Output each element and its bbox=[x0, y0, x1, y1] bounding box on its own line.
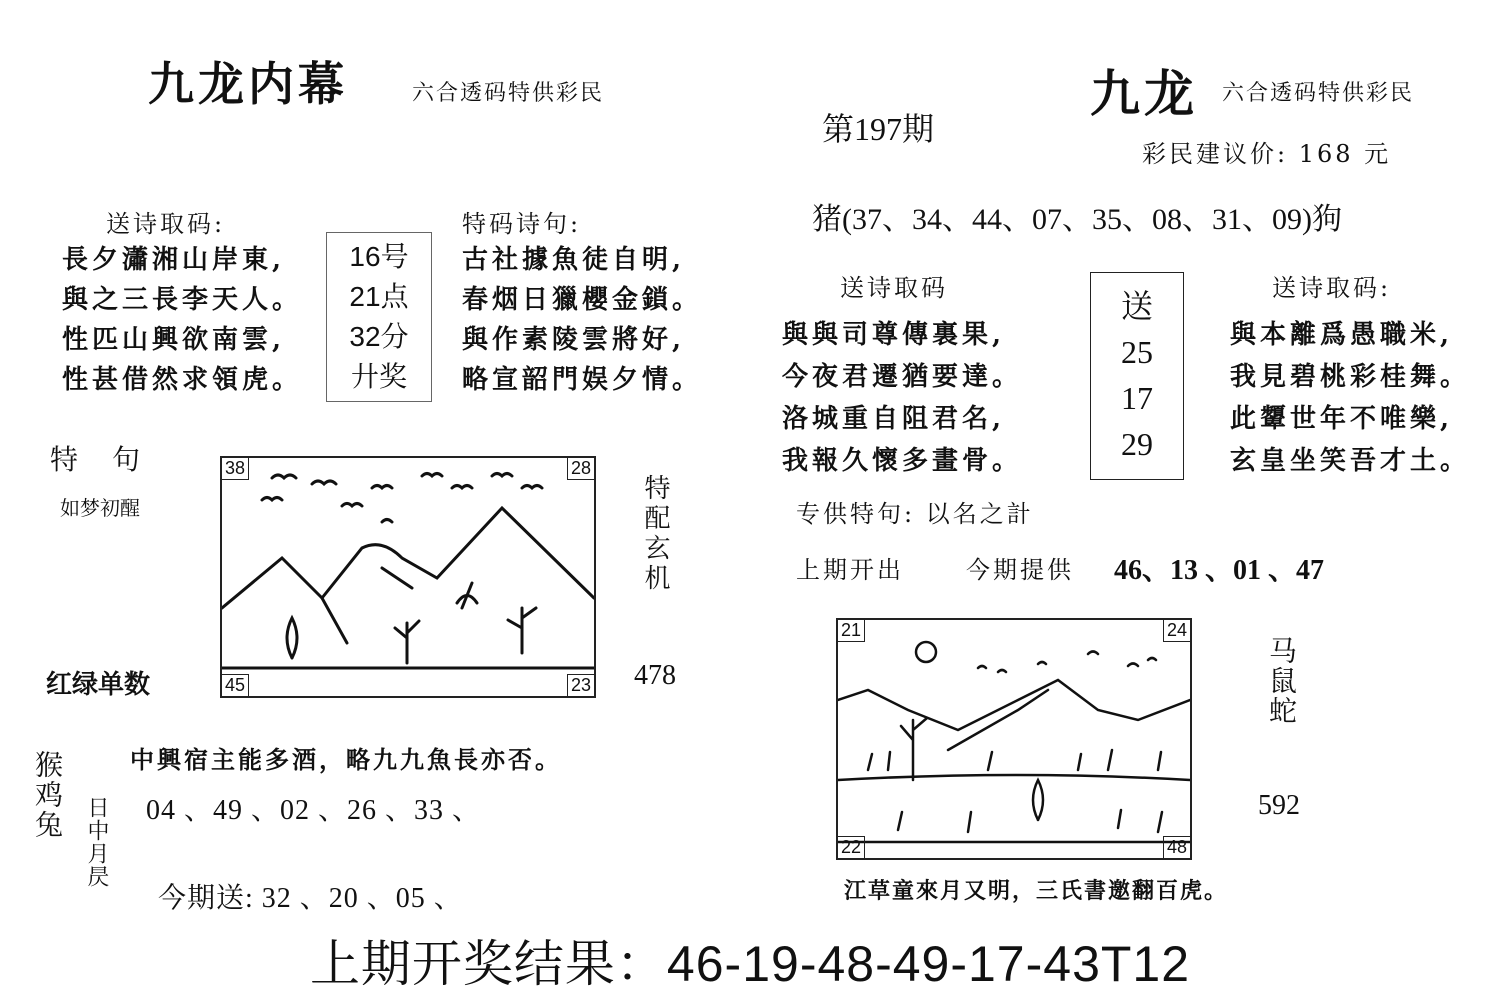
special-phrase: 专供特句: 以名之計 bbox=[796, 500, 1034, 528]
right-poem-left-line: 洛城重自阻君名, bbox=[782, 404, 1006, 434]
right-poem-heading-left: 送诗取码 bbox=[840, 274, 948, 302]
side-vertical-text: 特配玄机 bbox=[640, 474, 670, 594]
issue-number: 第197期 bbox=[822, 111, 935, 147]
price-label: 彩民建议价: 168 元 bbox=[1142, 140, 1392, 168]
te-ju-text: 如梦初醒 bbox=[60, 496, 140, 520]
right-poem-right-line: 我見碧桃彩桂舞。 bbox=[1230, 362, 1471, 392]
red-green-label: 红绿单数 bbox=[46, 670, 151, 700]
right-poem-right-line: 玄皇坐笑吾才土。 bbox=[1230, 446, 1471, 476]
left-title: 九龙内幕 bbox=[148, 57, 348, 111]
last-issue-label: 上期开出 bbox=[796, 556, 904, 584]
landscape-illustration bbox=[838, 620, 1190, 858]
right-poem-right-line: 此顰世年不唯樂, bbox=[1230, 404, 1454, 434]
number-row: 04 、49 、02 、26 、33 、 bbox=[146, 795, 482, 826]
corner-number-bottom-right: 48 bbox=[1163, 836, 1190, 858]
left-bottom-poem: 中興宿主能多酒，略九九魚長亦否。 bbox=[130, 745, 562, 774]
corner-number-bottom-left: 22 bbox=[838, 836, 865, 858]
special-poem-line: 略宣韶門娱夕情。 bbox=[462, 365, 703, 395]
code-box-item: 32分 bbox=[349, 321, 409, 352]
left-poem bbox=[62, 240, 302, 400]
right-title: 九龙 bbox=[1090, 64, 1198, 123]
right-poem-right-line: 與本離爲愚職米, bbox=[1230, 320, 1454, 350]
last-draw-result: 上期开奖结果：46-19-48-49-17-43T12 bbox=[309, 936, 1191, 992]
left-subtitle: 六合透码特供彩民 bbox=[412, 81, 605, 106]
corner-number-bottom-left: 45 bbox=[222, 674, 249, 696]
special-poem-line: 與作素陵雲將好, bbox=[462, 325, 686, 355]
corner-number-bottom-right: 23 bbox=[567, 674, 594, 696]
special-poem bbox=[462, 240, 702, 400]
left-poem-line: 性匹山興欲南雲, bbox=[62, 325, 286, 355]
this-issue-numbers: 46、13 、01 、47 bbox=[1114, 555, 1325, 586]
code-box-item: 送 bbox=[1120, 288, 1153, 324]
corner-number-top-left: 21 bbox=[838, 620, 865, 642]
special-poem-line: 古社據魚徒自明, bbox=[462, 245, 686, 275]
number-592: 592 bbox=[1258, 790, 1300, 821]
special-heading: 特码诗句: bbox=[462, 210, 582, 238]
left-poem-line: 與之三長李天人。 bbox=[62, 285, 303, 315]
code-box-item: 廾奖 bbox=[350, 361, 407, 392]
code-box-item: 29 bbox=[1121, 426, 1153, 462]
right-poem-left-line: 與與司尊傳裏果, bbox=[782, 320, 1006, 350]
te-ju-label: 特 句 bbox=[50, 443, 144, 476]
right-poem-left bbox=[782, 314, 1022, 482]
code-box-item: 25 bbox=[1121, 334, 1153, 370]
right-poem-heading-right: 送诗取码: bbox=[1272, 274, 1392, 302]
right-zodiac-vertical: 马鼠蛇 bbox=[1265, 636, 1298, 726]
right-poem-left-line: 我報久懷多畫骨。 bbox=[782, 446, 1023, 476]
right-code-box bbox=[1090, 272, 1184, 480]
right-subtitle: 六合透码特供彩民 bbox=[1222, 81, 1415, 106]
left-poem-line: 性甚借然求領虎。 bbox=[62, 365, 303, 395]
special-poem-line: 春烟日獵櫻金鎖。 bbox=[462, 285, 703, 315]
corner-number-top-right: 24 bbox=[1163, 620, 1190, 642]
left-poem-heading: 送诗取码: bbox=[106, 210, 226, 238]
code-box-item: 16号 bbox=[349, 241, 409, 272]
left-code-box bbox=[326, 232, 432, 402]
corner-number-top-left: 38 bbox=[222, 458, 249, 480]
code-box-item: 21点 bbox=[349, 281, 409, 312]
send-row: 今期送: 32 、20 、05 、 bbox=[158, 883, 463, 914]
number-478: 478 bbox=[634, 660, 676, 691]
right-picture bbox=[836, 618, 1192, 860]
code-box-item: 17 bbox=[1121, 380, 1153, 416]
right-poem-right bbox=[1230, 314, 1470, 482]
left-zodiac-vertical: 猴鸡兔 bbox=[31, 750, 64, 840]
small-vertical-text: 日中月昃 bbox=[84, 796, 109, 888]
right-caption: 江草童來月又明，三氏書邀翻百虎。 bbox=[844, 878, 1229, 904]
this-issue-label: 今期提供 bbox=[966, 556, 1074, 584]
corner-number-top-right: 28 bbox=[567, 458, 594, 480]
left-poem-line: 長夕瀟湘山岸東, bbox=[62, 245, 286, 275]
right-poem-left-line: 今夜君遷猶要達。 bbox=[782, 362, 1023, 392]
left-picture bbox=[220, 456, 596, 698]
zodiac-number-row: 猪(37、34、44、07、35、08、31、09)狗 bbox=[812, 203, 1342, 236]
landscape-illustration bbox=[222, 458, 594, 696]
